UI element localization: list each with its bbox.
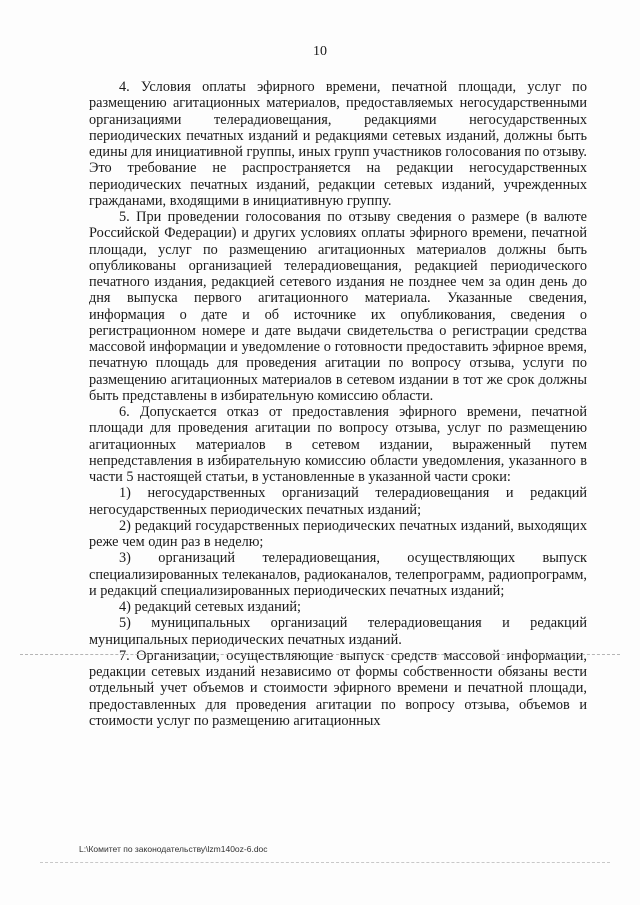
footer-file-path: L:\Комитет по законодательству\lzm140oz-6.doc — [79, 844, 268, 854]
paragraph-5: 5. При проведении голосования по отзыву сведения о размере (в валюте Российской Федерации) и других условиях оплаты эфирного времени, печатной площади, услуг по размещению агитационных материалов должны быть опубликованы организацией телерадиовещания, редакцией периодического печатного издания, редакцией сетевого издания не позднее чем за один день до дня выпуска первого агитационного материала. Указанные сведения, информация о дате и об источнике их опубликования, сведения о регистрационном номере и дате выдачи свидетельства о регистрации средства массовой информации и уведомление о готовности предоставить эфирное время, печатную площадь для проведения агитации по вопросу отзыва, услуги по размещению агитационных материалов в сетевом издании в тот же срок должны быть представлены в избирательную комиссию области. — [89, 209, 587, 404]
paragraph-4: 4. Условия оплаты эфирного времени, печатной площади, услуг по размещению агитационных материалов, предоставляемых негосударственными организациями телерадиовещания, редакциями негосударственных периодических печатных изданий и редакциями сетевых изданий, должны быть едины для инициативной группы, иных групп участников голосования по отзыву. Это требование не распространяется на редакции негосударственных периодических печатных изданий, редакции сетевых изданий, учрежденных гражданами, входящими в инициативную группу. — [89, 79, 587, 209]
list-item-2: 2) редакций государственных периодических печатных изданий, выходящих реже чем один раз в неделю; — [89, 517, 587, 550]
paragraph-7: 7. Организации, осуществляющие выпуск средств массовой информации, редакции сетевых изданий независимо от формы собственности обязаны вести отдельный учет объемов и стоимости эфирного времени и печатной площади, предоставленных для проведения агитации по вопросу отзыва, объемов и стоимости услуг по размещению агитационных — [89, 647, 587, 729]
scan-artifact-line — [40, 862, 610, 863]
scan-artifact-line — [20, 654, 620, 655]
list-item-4: 4) редакций сетевых изданий; — [119, 599, 302, 615]
page-number: 10 — [313, 44, 327, 59]
paragraph-6: 6. Допускается отказ от предоставления эфирного времени, печатной площади для проведения агитации по вопросу отзыва, услуг по размещению агитационных материалов в сетевом издании, выраженный путем непредставления в избирательную комиссию области уведомления, указанного в части 5 настоящей статьи, в установленные в указанной части сроки: — [89, 404, 587, 485]
list-item-3: 3) организаций телерадиовещания, осуществляющих выпуск специализированных телеканалов, радиоканалов, телепрограмм, радиопрограмм, и редакций специализированных периодических печатных изданий; — [89, 550, 587, 599]
list-item-5: 5) муниципальных организаций телерадиовещания и редакций муниципальных периодических печатных изданий. — [89, 615, 587, 648]
document-body — [89, 79, 587, 729]
list-item-1: 1) негосударственных организаций телерадиовещания и редакций негосударственных периодических печатных изданий; — [89, 485, 587, 518]
